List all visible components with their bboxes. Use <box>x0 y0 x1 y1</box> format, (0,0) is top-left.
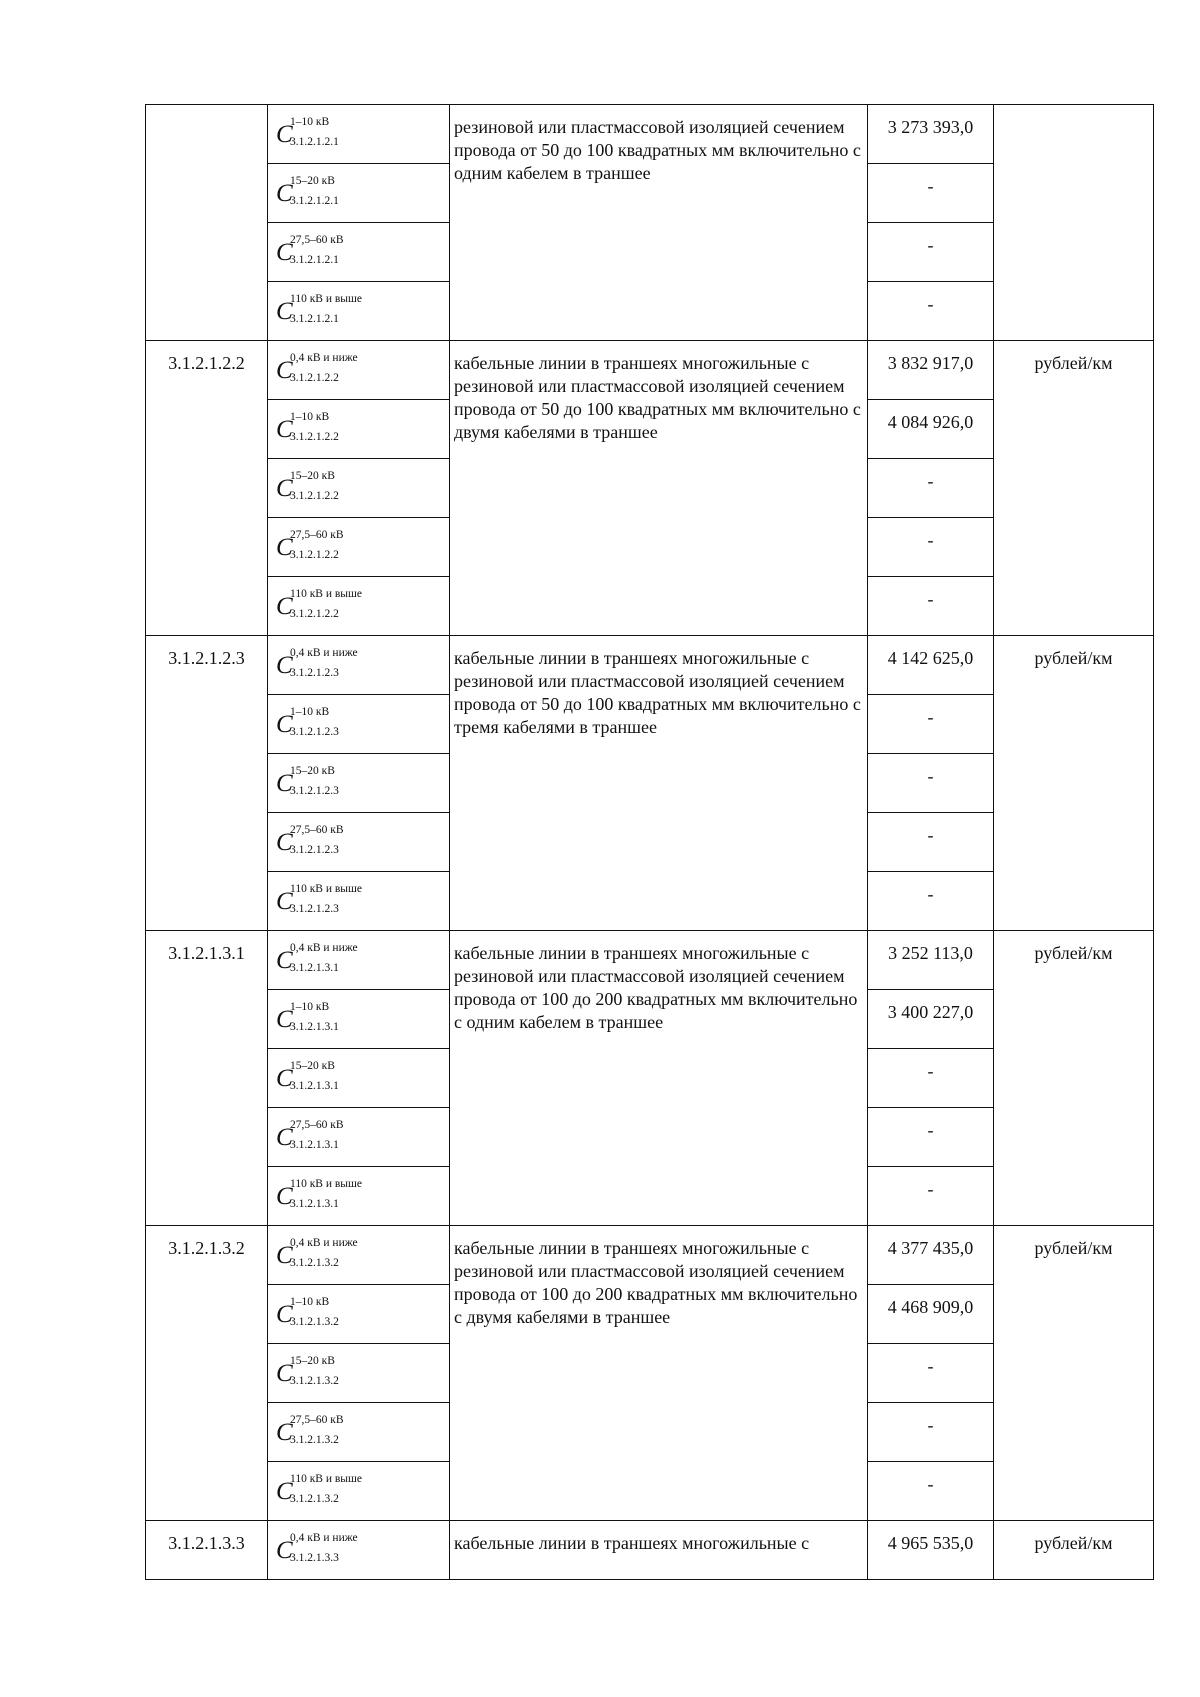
rate-symbol-cell <box>268 1226 450 1285</box>
voltage-class: 1–10 кВ <box>290 706 330 718</box>
voltage-class: 15–20 кВ <box>290 470 335 482</box>
voltage-class: 0,4 кВ и ниже <box>290 1532 358 1544</box>
rate-value: - <box>868 282 994 341</box>
tariff-table <box>145 104 1154 1580</box>
rate-symbol-cell <box>268 282 450 341</box>
rate-value: - <box>868 164 994 223</box>
rate-symbol-letter: C <box>276 121 293 148</box>
rate-value: - <box>868 754 994 813</box>
rate-index: 3.1.2.1.2.1 <box>290 254 339 266</box>
rate-index: 3.1.2.1.3.1 <box>290 1139 339 1151</box>
rate-symbol-cell <box>268 1049 450 1108</box>
voltage-class: 1–10 кВ <box>290 1001 330 1013</box>
rate-symbol-cell <box>268 1521 450 1580</box>
rate-value: 4 468 909,0 <box>868 1285 994 1344</box>
rate-value: 4 965 535,0 <box>868 1521 994 1580</box>
item-description: кабельные линии в траншеях многожильные с резиновой или пластмассовой изоляцией сечением провода от 100 до 200 квадратных мм включительно с двумя кабелями в траншее <box>450 1226 868 1521</box>
rate-index: 3.1.2.1.2.1 <box>290 195 339 207</box>
rate-symbol-cell <box>268 105 450 164</box>
rate-symbol-cell <box>268 1108 450 1167</box>
rate-symbol <box>276 942 446 980</box>
rate-value: - <box>868 813 994 872</box>
rate-value: - <box>868 1108 994 1167</box>
item-description: кабельные линии в траншеях многожильные с резиновой или пластмассовой изоляцией сечением провода от 50 до 100 квадратных мм включительно с двумя кабелями в траншее <box>450 341 868 636</box>
item-description: кабельные линии в траншеях многожильные с <box>450 1521 868 1580</box>
rate-symbol-letter: C <box>276 947 293 974</box>
rate-symbol-cell <box>268 636 450 695</box>
rate-symbol-letter: C <box>276 1006 293 1033</box>
rate-symbol <box>276 352 446 390</box>
rate-symbol-letter: C <box>276 475 293 502</box>
rate-value: 3 400 227,0 <box>868 990 994 1049</box>
table-row <box>146 105 1154 164</box>
rate-symbol <box>276 1237 446 1275</box>
rate-symbol <box>276 588 446 626</box>
table-row <box>146 636 1154 695</box>
rate-index: 3.1.2.1.3.2 <box>290 1493 339 1505</box>
rate-value: - <box>868 1403 994 1462</box>
rate-value: 3 832 917,0 <box>868 341 994 400</box>
rate-symbol-letter: C <box>276 888 293 915</box>
rate-index: 3.1.2.1.2.3 <box>290 667 339 679</box>
rate-index: 3.1.2.1.3.3 <box>290 1552 339 1564</box>
rate-value: - <box>868 223 994 282</box>
rate-index: 3.1.2.1.3.1 <box>290 1021 339 1033</box>
item-code: 3.1.2.1.2.3 <box>146 636 268 931</box>
voltage-class: 110 кВ и выше <box>290 1473 362 1485</box>
rate-index: 3.1.2.1.2.2 <box>290 372 339 384</box>
rate-value: 3 273 393,0 <box>868 105 994 164</box>
rate-value: - <box>868 1167 994 1226</box>
item-code: 3.1.2.1.2.2 <box>146 341 268 636</box>
rate-symbol-letter: C <box>276 1065 293 1092</box>
item-description: кабельные линии в траншеях многожильные с резиновой или пластмассовой изоляцией сечением провода от 100 до 200 квадратных мм включительно с одним кабелем в траншее <box>450 931 868 1226</box>
rate-symbol-letter: C <box>276 1183 293 1210</box>
rate-symbol-cell <box>268 1403 450 1462</box>
rate-value: - <box>868 459 994 518</box>
rate-index: 3.1.2.1.2.2 <box>290 431 339 443</box>
rate-value: - <box>868 1344 994 1403</box>
voltage-class: 15–20 кВ <box>290 175 335 187</box>
rate-symbol-letter: C <box>276 416 293 443</box>
rate-symbol-cell <box>268 1285 450 1344</box>
rate-symbol-cell <box>268 695 450 754</box>
rate-symbol <box>276 765 446 803</box>
rate-symbol-cell <box>268 223 450 282</box>
rate-symbol-cell <box>268 872 450 931</box>
rate-symbol <box>276 1532 446 1570</box>
rate-symbol-letter: C <box>276 180 293 207</box>
rate-value: - <box>868 872 994 931</box>
rate-symbol-cell <box>268 1167 450 1226</box>
rate-value: - <box>868 577 994 636</box>
rate-symbol-cell <box>268 813 450 872</box>
rate-value: - <box>868 518 994 577</box>
rate-symbol-letter: C <box>276 1419 293 1446</box>
rate-symbol-letter: C <box>276 652 293 679</box>
rate-index: 3.1.2.1.2.1 <box>290 136 339 148</box>
rate-symbol-letter: C <box>276 593 293 620</box>
rate-symbol <box>276 1473 446 1511</box>
rate-symbol <box>276 175 446 213</box>
voltage-class: 27,5–60 кВ <box>290 1119 344 1131</box>
rate-index: 3.1.2.1.2.3 <box>290 903 339 915</box>
rate-symbol <box>276 824 446 862</box>
rate-symbol-cell <box>268 990 450 1049</box>
rate-index: 3.1.2.1.2.2 <box>290 549 339 561</box>
rate-symbol-letter: C <box>276 1360 293 1387</box>
rate-index: 3.1.2.1.3.1 <box>290 1198 339 1210</box>
rate-index: 3.1.2.1.2.3 <box>290 785 339 797</box>
tariff-table-body <box>146 105 1154 1580</box>
rate-symbol-letter: C <box>276 1478 293 1505</box>
rate-index: 3.1.2.1.2.1 <box>290 313 339 325</box>
rate-symbol <box>276 470 446 508</box>
rate-index: 3.1.2.1.3.2 <box>290 1257 339 1269</box>
rate-symbol-letter: C <box>276 1301 293 1328</box>
voltage-class: 0,4 кВ и ниже <box>290 647 358 659</box>
rate-symbol-letter: C <box>276 239 293 266</box>
rate-value: - <box>868 1462 994 1521</box>
rate-symbol-letter: C <box>276 829 293 856</box>
rate-symbol <box>276 293 446 331</box>
voltage-class: 0,4 кВ и ниже <box>290 1237 358 1249</box>
rate-symbol-letter: C <box>276 534 293 561</box>
rate-symbol <box>276 411 446 449</box>
rate-symbol-letter: C <box>276 357 293 384</box>
rate-index: 3.1.2.1.2.2 <box>290 490 339 502</box>
rate-symbol <box>276 883 446 921</box>
rate-index: 3.1.2.1.3.2 <box>290 1375 339 1387</box>
voltage-class: 1–10 кВ <box>290 411 330 423</box>
rate-symbol <box>276 529 446 567</box>
rate-index: 3.1.2.1.2.3 <box>290 726 339 738</box>
table-row <box>146 1226 1154 1285</box>
item-description: резиновой или пластмассовой изоляцией сечением провода от 50 до 100 квадратных мм включительно с одним кабелем в траншее <box>450 105 868 341</box>
rate-symbol-cell <box>268 341 450 400</box>
rate-symbol <box>276 1178 446 1216</box>
voltage-class: 1–10 кВ <box>290 116 330 128</box>
rate-symbol-letter: C <box>276 298 293 325</box>
rate-symbol <box>276 234 446 272</box>
rate-value: 3 252 113,0 <box>868 931 994 990</box>
item-code: 3.1.2.1.3.3 <box>146 1521 268 1580</box>
voltage-class: 110 кВ и выше <box>290 293 362 305</box>
unit-of-measure <box>994 105 1154 341</box>
item-code <box>146 105 268 341</box>
voltage-class: 27,5–60 кВ <box>290 234 344 246</box>
table-row <box>146 1521 1154 1580</box>
rate-symbol <box>276 1119 446 1157</box>
rate-index: 3.1.2.1.3.1 <box>290 962 339 974</box>
rate-symbol-cell <box>268 1462 450 1521</box>
unit-of-measure: рублей/км <box>994 341 1154 636</box>
rate-symbol-cell <box>268 1344 450 1403</box>
rate-symbol-letter: C <box>276 770 293 797</box>
rate-index: 3.1.2.1.3.2 <box>290 1434 339 1446</box>
item-description: кабельные линии в траншеях многожильные с резиновой или пластмассовой изоляцией сечением провода от 50 до 100 квадратных мм включительно с тремя кабелями в траншее <box>450 636 868 931</box>
unit-of-measure: рублей/км <box>994 1226 1154 1521</box>
voltage-class: 27,5–60 кВ <box>290 529 344 541</box>
voltage-class: 15–20 кВ <box>290 765 335 777</box>
rate-symbol-cell <box>268 931 450 990</box>
rate-value: - <box>868 1049 994 1108</box>
rate-value: 4 142 625,0 <box>868 636 994 695</box>
rate-symbol-letter: C <box>276 1537 293 1564</box>
rate-symbol-letter: C <box>276 1242 293 1269</box>
rate-symbol-cell <box>268 577 450 636</box>
table-row <box>146 341 1154 400</box>
rate-symbol-cell <box>268 400 450 459</box>
rate-value: - <box>868 695 994 754</box>
voltage-class: 27,5–60 кВ <box>290 1414 344 1426</box>
voltage-class: 110 кВ и выше <box>290 1178 362 1190</box>
voltage-class: 0,4 кВ и ниже <box>290 352 358 364</box>
rate-symbol <box>276 1355 446 1393</box>
unit-of-measure: рублей/км <box>994 931 1154 1226</box>
tariff-table-page <box>145 104 1153 1580</box>
rate-value: 4 084 926,0 <box>868 400 994 459</box>
rate-symbol <box>276 706 446 744</box>
unit-of-measure: рублей/км <box>994 1521 1154 1580</box>
voltage-class: 1–10 кВ <box>290 1296 330 1308</box>
rate-symbol <box>276 1296 446 1334</box>
voltage-class: 15–20 кВ <box>290 1060 335 1072</box>
rate-index: 3.1.2.1.3.1 <box>290 1080 339 1092</box>
rate-symbol-letter: C <box>276 1124 293 1151</box>
item-code: 3.1.2.1.3.2 <box>146 1226 268 1521</box>
unit-of-measure: рублей/км <box>994 636 1154 931</box>
table-row <box>146 931 1154 990</box>
voltage-class: 110 кВ и выше <box>290 588 362 600</box>
rate-symbol-cell <box>268 518 450 577</box>
rate-symbol-cell <box>268 164 450 223</box>
voltage-class: 15–20 кВ <box>290 1355 335 1367</box>
rate-symbol <box>276 1001 446 1039</box>
rate-index: 3.1.2.1.3.2 <box>290 1316 339 1328</box>
rate-symbol-cell <box>268 754 450 813</box>
rate-symbol-cell <box>268 459 450 518</box>
voltage-class: 27,5–60 кВ <box>290 824 344 836</box>
voltage-class: 0,4 кВ и ниже <box>290 942 358 954</box>
rate-symbol <box>276 116 446 154</box>
rate-symbol <box>276 647 446 685</box>
rate-index: 3.1.2.1.2.3 <box>290 844 339 856</box>
voltage-class: 110 кВ и выше <box>290 883 362 895</box>
item-code: 3.1.2.1.3.1 <box>146 931 268 1226</box>
rate-symbol <box>276 1414 446 1452</box>
rate-index: 3.1.2.1.2.2 <box>290 608 339 620</box>
rate-symbol-letter: C <box>276 711 293 738</box>
rate-value: 4 377 435,0 <box>868 1226 994 1285</box>
rate-symbol <box>276 1060 446 1098</box>
